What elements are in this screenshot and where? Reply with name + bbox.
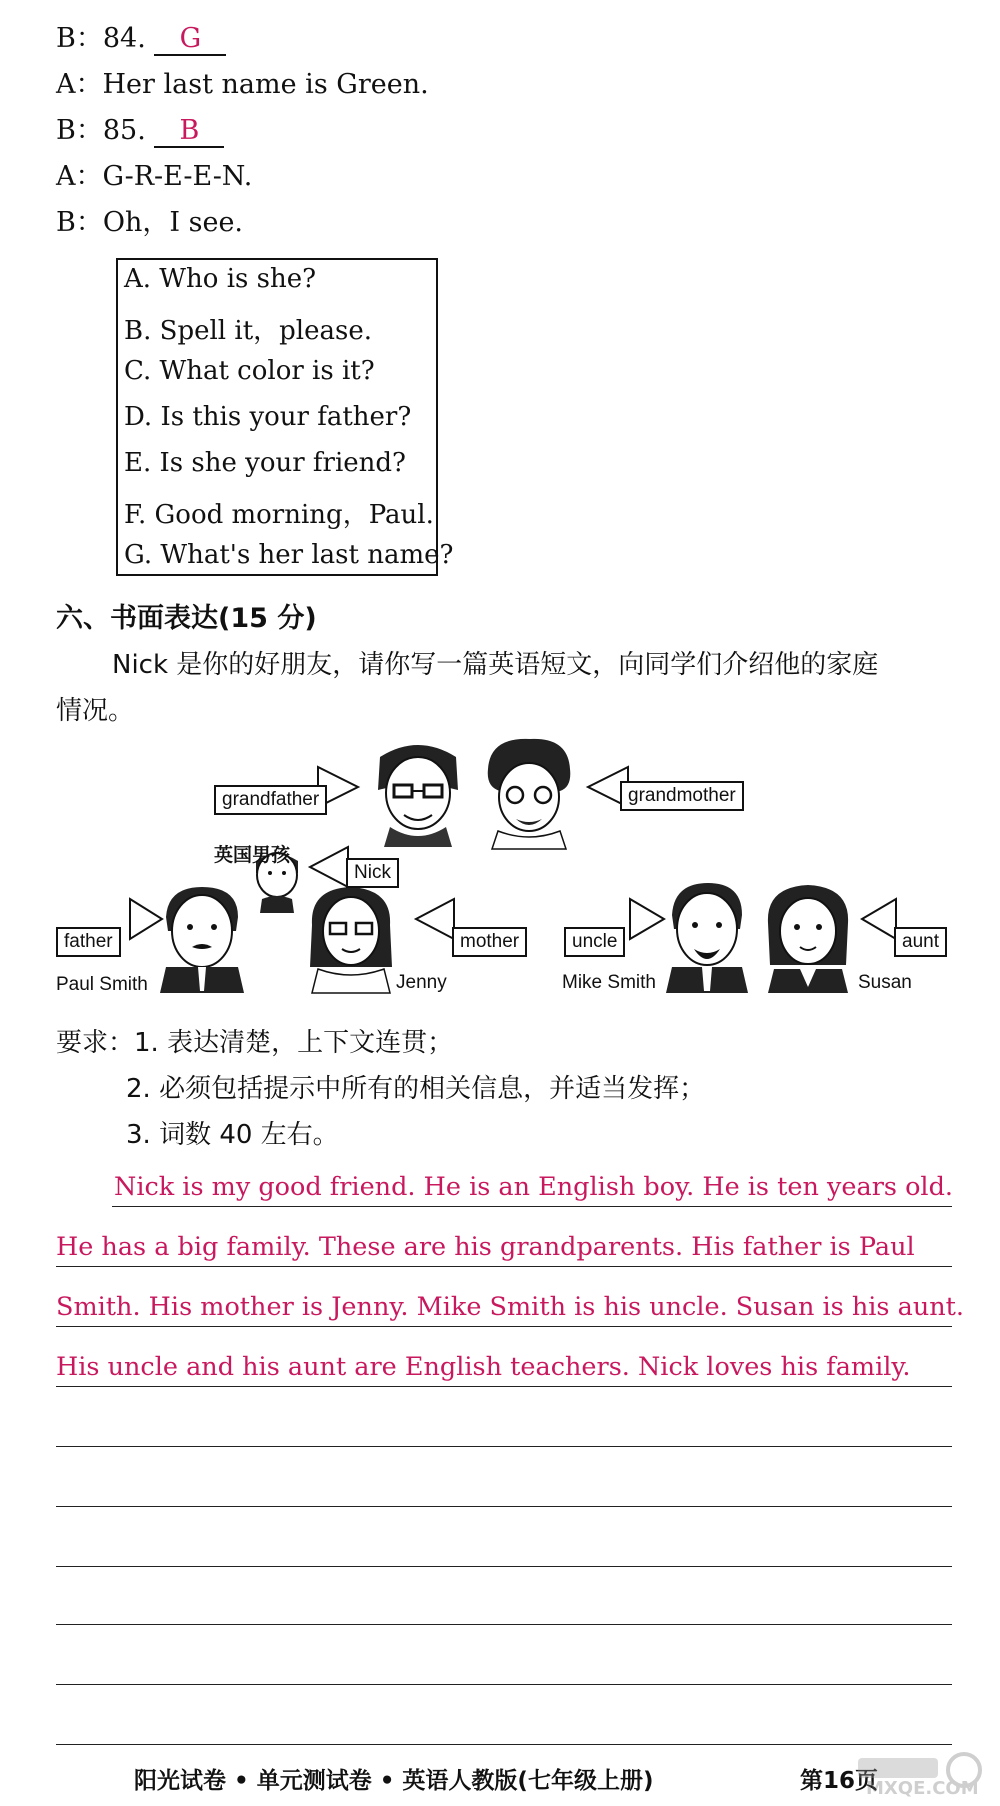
prompt-line-1: Nick 是你的好朋友，请你写一篇英语短文，向同学们介绍他的家庭 [112,650,879,680]
answer-85: B [154,116,224,148]
writing-rule [56,1744,952,1745]
mother-label: mother [452,927,527,957]
dialogue-text: Oh，I see. [102,207,244,238]
essay-line-1: Nick is my good friend. He is an English boy. He is ten years old. [114,1172,954,1202]
dialogue-line-84 [56,22,226,56]
grandmother-figure-icon [488,739,571,849]
uncle-figure-icon [666,883,748,993]
mother-name: Jenny [396,972,447,993]
requirement-2: 2. 必须包括提示中所有的相关信息，并适当发挥； [126,1074,706,1104]
grandmother-label: grandmother [620,781,744,811]
question-number: 85. [102,115,146,146]
mother-figure-icon [310,887,392,993]
writing-rule [56,1506,952,1507]
grandfather-label: grandfather [214,785,327,815]
writing-rule [56,1386,952,1387]
option-d: D. Is this your father? [124,402,412,432]
option-g: G. What's her last name? [124,540,454,570]
writing-rule [56,1684,952,1685]
nick-arrow-icon [310,847,348,887]
uncle-name: Mike Smith [562,972,656,993]
aunt-label: aunt [894,927,947,957]
watermark-logo-icon [852,1750,992,1800]
grandfather-figure-icon [378,745,458,847]
speaker-label: A： [56,69,103,100]
dialogue-line [56,206,243,240]
watermark-text: MXQE.COM [866,1778,979,1799]
option-a: A. Who is she? [124,264,317,294]
father-figure-icon [160,887,244,993]
speaker-label: A： [56,161,103,192]
footer-title: 阳光试卷 • 单元测试卷 • 英语人教版(七年级上册) [134,1768,654,1794]
dialogue-line [56,68,429,102]
speaker-label: B： [56,207,103,238]
father-name: Paul Smith [56,974,148,995]
nick-note: 英国男孩 [214,845,291,866]
options-box [116,258,454,576]
speaker-label: B： [56,23,103,54]
section-heading: 六、书面表达(15 分) [56,603,317,634]
father-arrow-icon [130,899,162,939]
nick-label: Nick [346,858,399,888]
aunt-arrow-icon [862,899,896,939]
requirement-1: 要求：1. 表达清楚，上下文连贯； [56,1028,454,1058]
speaker-label: B： [56,115,103,146]
essay-line-2: He has a big family. These are his grandparents. His father is Paul [56,1232,915,1262]
uncle-label: uncle [564,927,625,957]
option-c: C. What color is it? [124,356,375,386]
page-number: 第16页 [800,1768,879,1794]
writing-rule [56,1326,952,1327]
family-tree-illustration [0,735,1000,1005]
writing-rule [56,1566,952,1567]
essay-line-4: His uncle and his aunt are English teachers. Nick loves his family. [56,1352,911,1382]
dialogue-line [56,160,252,194]
mother-arrow-icon [416,899,454,939]
writing-rule [56,1266,952,1267]
aunt-name: Susan [858,972,912,993]
option-e: E. Is she your friend? [124,448,406,478]
dialogue-text: Her last name is Green. [102,69,429,100]
essay-line-3: Smith. His mother is Jenny. Mike Smith is his uncle. Susan is his aunt. [56,1292,965,1322]
option-f: F. Good morning，Paul. [124,500,434,530]
uncle-arrow-icon [630,899,664,939]
writing-rule [112,1206,952,1207]
father-label: father [56,927,121,957]
dialogue-text: G-R-E-E-N. [102,161,253,192]
answer-84: G [154,24,226,56]
requirement-3: 3. 词数 40 左右。 [126,1120,339,1150]
aunt-figure-icon [768,885,848,993]
prompt-line-2: 情况。 [56,696,135,726]
writing-rule [56,1624,952,1625]
dialogue-line-85 [56,114,224,148]
writing-rule [56,1446,952,1447]
question-number: 84. [102,23,146,54]
option-b: B. Spell it，please. [124,316,372,346]
